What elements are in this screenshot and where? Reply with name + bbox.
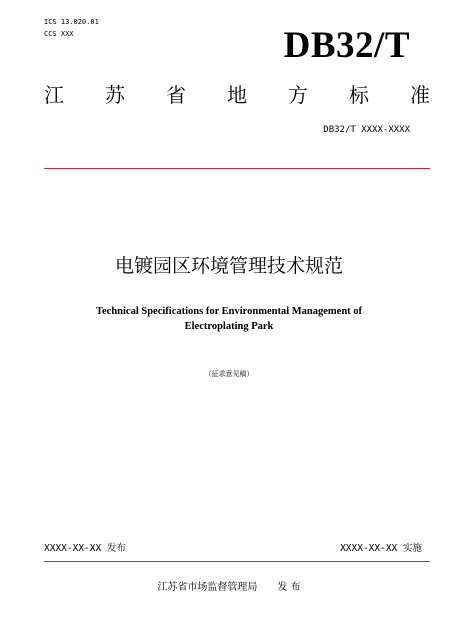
title-english-line2: Electroplating Park — [184, 321, 274, 332]
top-divider — [44, 168, 430, 169]
standard-char: 苏 — [105, 83, 125, 107]
ics-number: ICS 13.020.01 — [44, 18, 99, 26]
standard-char: 省 — [166, 83, 186, 107]
standard-number: DB32/T XXXX-XXXX — [323, 125, 410, 135]
standard-char: 准 — [410, 83, 430, 107]
bottom-divider — [44, 561, 430, 562]
standard-code: DB32/T — [283, 25, 410, 66]
title-chinese: 电镀园区环境管理技术规范 — [114, 255, 343, 277]
ccs-number: CCS XXX — [44, 30, 74, 38]
title-english-line1: Technical Specifications for Environmental Management of — [95, 306, 363, 317]
draft-note: （征求意见稿） — [204, 370, 254, 378]
implement-date: XXXX-XX-XX 实施 — [340, 543, 422, 554]
standard-category — [44, 82, 430, 108]
standard-char: 地 — [227, 83, 247, 107]
standard-char: 标 — [349, 83, 369, 107]
standard-char: 方 — [288, 83, 308, 107]
release-date: XXXX-XX-XX 发布 — [44, 543, 126, 554]
standard-char: 江 — [44, 83, 64, 107]
issuer: 江苏省市场监督管理局 发 布 — [157, 582, 301, 593]
